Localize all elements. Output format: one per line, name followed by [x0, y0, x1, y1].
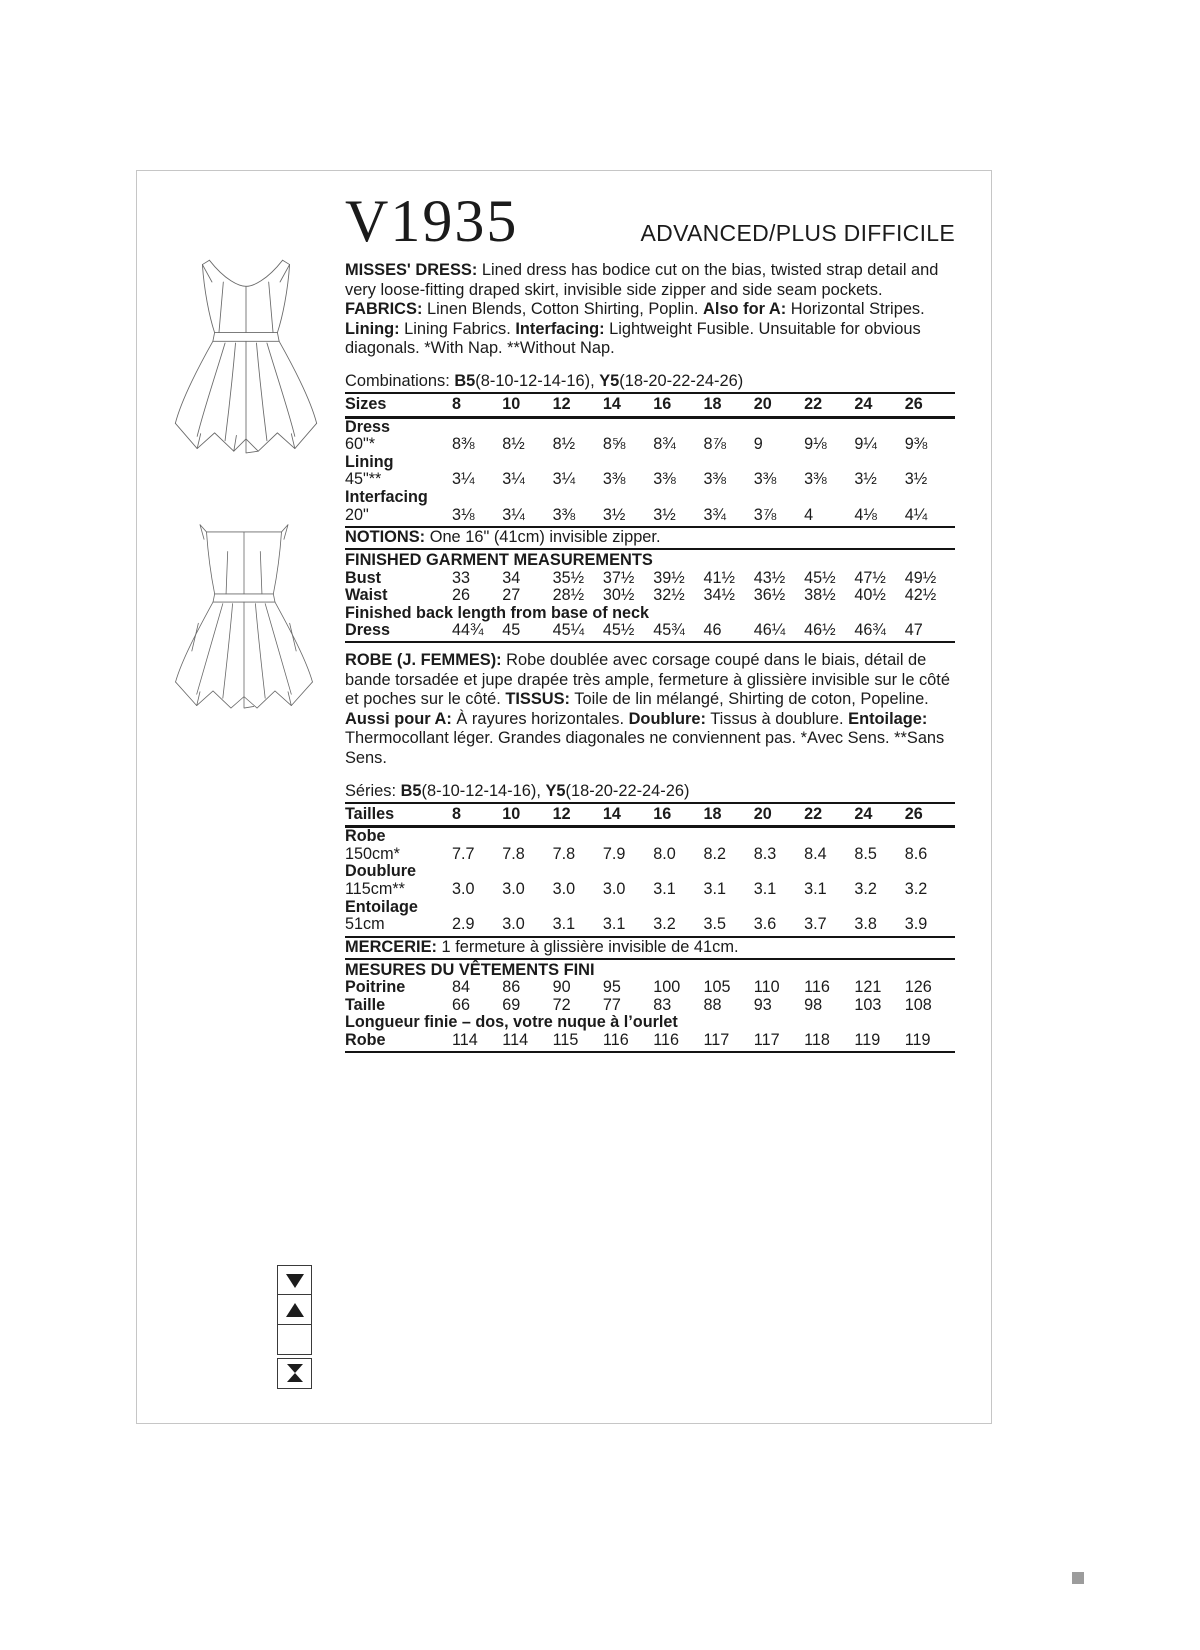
table-cell: 90 — [552, 978, 571, 997]
notions-text: One 16" (41cm) invisible zipper. — [425, 528, 661, 547]
poitrine-label: Poitrine — [345, 978, 406, 997]
dress-back-drawing-svg — [169, 511, 319, 729]
group-label-dress: Dress — [345, 417, 390, 436]
tailles-header-label: Tailles — [345, 804, 395, 823]
yardage-row-dress — [345, 436, 955, 454]
table-cell: 18 — [703, 804, 722, 823]
table-cell: 3¼ — [502, 470, 525, 489]
hourglass-icon — [284, 1363, 306, 1383]
table-cell: 42½ — [904, 586, 937, 605]
table-cell: 7.8 — [502, 844, 525, 863]
table-cells — [452, 471, 955, 489]
table-cell: 114 — [452, 1031, 478, 1049]
measurement-row-taille — [345, 997, 955, 1015]
triangle-down-symbol — [277, 1265, 312, 1296]
width-label-lining: 45"** — [345, 470, 382, 489]
combinations-line-en — [345, 372, 955, 394]
table-cell: 116 — [653, 1031, 679, 1049]
group-row-lining — [345, 454, 955, 472]
table-cell: 39½ — [653, 568, 685, 587]
table-cell: 115 — [552, 1031, 579, 1049]
table-cell: 47½ — [854, 568, 886, 587]
notions-band — [345, 526, 955, 550]
table-cells — [452, 570, 955, 588]
yardage-row-entoilage — [345, 916, 955, 934]
dress-front-illustration — [171, 241, 321, 478]
table-cell: 108 — [904, 995, 932, 1014]
mesures-heading: MESURES DU VÊTEMENTS FINI — [345, 960, 595, 979]
table-cells — [452, 436, 955, 454]
desc-fr-aussipoura-label: Aussi pour A: — [345, 709, 452, 728]
table-cell: 46¾ — [854, 621, 886, 640]
table-cell: 8.6 — [904, 844, 928, 863]
table-cell: 37½ — [602, 568, 635, 587]
measurement-row-robe-length — [345, 1032, 955, 1053]
series-line-fr — [345, 782, 955, 804]
table-cell: 8 — [452, 394, 462, 413]
table-cell: 77 — [602, 995, 621, 1014]
table-cell: 3⅜ — [804, 470, 827, 489]
table-cell: 4⅛ — [854, 505, 877, 524]
table-cell: 8.2 — [703, 844, 726, 863]
series-b5: B5 — [400, 781, 422, 800]
combo-y5-sizes: (18-20-22-24-26) — [619, 371, 744, 390]
text-column — [345, 189, 955, 1053]
table-cell: 18 — [703, 394, 722, 413]
table-cell: 117 — [703, 1031, 730, 1049]
table-cell: 95 — [602, 978, 621, 997]
table-cell: 3.9 — [904, 915, 928, 934]
table-cell: 46 — [703, 621, 722, 640]
table-cell: 10 — [502, 394, 521, 413]
table-cell: 8.5 — [854, 844, 877, 863]
desc-en-alsofora-label: Also for A: — [703, 300, 787, 319]
dress-back-illustration — [169, 511, 319, 734]
desc-fr-tissus-label: TISSUS: — [505, 690, 571, 709]
group-label-doublure: Doublure — [345, 862, 417, 881]
table-cells — [452, 1032, 955, 1050]
table-cell: 45¾ — [653, 621, 685, 640]
table-cell: 84 — [452, 978, 471, 997]
table-cell: 9 — [753, 435, 763, 454]
bust-label: Bust — [345, 568, 381, 587]
mercerie-text: 1 fermeture à glissière invisible de 41cm. — [436, 937, 739, 956]
table-cell: 3.2 — [904, 879, 928, 898]
table-cell: 7.9 — [602, 844, 626, 863]
group-label-interfacing: Interfacing — [345, 487, 428, 506]
table-cell: 9⅜ — [904, 435, 928, 454]
table-cell: 8½ — [552, 435, 576, 454]
table-cell: 98 — [804, 995, 823, 1014]
group-label-lining: Lining — [345, 452, 394, 471]
mercerie-label: MERCERIE: — [345, 937, 437, 956]
desc-en-text-1: Lined dress has bodice cut on the bias, twisted strap detail and very loose-fitting draped skirt, invisible side zipper and side seam pockets. — [345, 261, 939, 299]
table-cell: 46¼ — [753, 621, 786, 640]
table-cell: 8½ — [502, 435, 525, 454]
table-cell: 7.7 — [452, 844, 475, 863]
table-cell: 119 — [904, 1031, 931, 1049]
table-cell: 22 — [804, 394, 823, 413]
table-cell: 16 — [653, 804, 672, 823]
table-cell: 3.0 — [502, 915, 525, 934]
table-cell: 66 — [452, 995, 471, 1014]
table-cell: 3.1 — [552, 915, 576, 934]
table-cell: 45½ — [602, 621, 635, 640]
table-cell: 8.4 — [804, 844, 827, 863]
yardage-row-doublure — [345, 881, 955, 899]
table-cell: 3.2 — [854, 879, 877, 898]
description-french — [345, 651, 955, 769]
table-cells — [452, 622, 955, 640]
description-english — [345, 261, 955, 359]
table-cell: 12 — [552, 394, 571, 413]
table-cell: 20 — [753, 804, 772, 823]
table-cells — [452, 806, 955, 824]
table-cell: 41½ — [703, 568, 735, 587]
back-length-heading: Finished back length from base of neck — [345, 603, 650, 622]
table-cell: 30½ — [602, 586, 635, 605]
group-row-doublure — [345, 863, 955, 881]
desc-fr-garment-label: ROBE (J. FEMMES): — [345, 651, 502, 669]
table-cell: 3.0 — [552, 879, 576, 898]
desc-en-text-4: Lining Fabrics. — [399, 319, 516, 338]
notions-label: NOTIONS: — [345, 528, 426, 547]
table-cell: 3⅞ — [753, 505, 777, 524]
longueur-heading: Longueur finie – dos, votre nuque à l’ourlet — [345, 1013, 678, 1032]
sizes-header-label: Sizes — [345, 394, 387, 413]
dress-length-label: Dress — [345, 621, 390, 640]
difficulty-label: ADVANCED/PLUS DIFFICILE — [640, 220, 955, 246]
mercerie-band — [345, 936, 955, 960]
dress-front-drawing-svg — [171, 241, 321, 473]
table-cells — [452, 587, 955, 605]
yardage-row-lining — [345, 471, 955, 489]
desc-en-lining-label: Lining: — [345, 319, 400, 338]
group-row-robe — [345, 828, 955, 846]
table-cell: 3⅜ — [753, 470, 777, 489]
table-cells — [452, 979, 955, 997]
table-cell: 3.5 — [703, 915, 726, 934]
table-cell: 26 — [452, 586, 471, 605]
table-cell: 9¼ — [854, 435, 877, 454]
table-cell: 83 — [653, 995, 672, 1014]
table-cells — [452, 507, 955, 525]
measurement-row-dress-length — [345, 622, 955, 643]
table-cell: 14 — [602, 394, 621, 413]
group-row-entoilage — [345, 899, 955, 917]
table-cell: 47 — [904, 621, 923, 640]
table-cell: 8.0 — [653, 844, 676, 863]
table-cell: 93 — [753, 995, 772, 1014]
table-cell: 3.6 — [753, 915, 777, 934]
cutting-layout-symbols — [277, 1265, 313, 1389]
table-cell: 14 — [602, 804, 621, 823]
table-cell: 116 — [602, 1031, 629, 1049]
table-cell: 3.1 — [753, 879, 777, 898]
group-row-dress — [345, 419, 955, 437]
combo-y5: Y5 — [599, 371, 620, 390]
table-cell: 3⅜ — [602, 470, 626, 489]
table-cell: 8⅝ — [602, 435, 626, 454]
table-cell: 3½ — [653, 505, 676, 524]
table-cell: 3¼ — [502, 505, 525, 524]
desc-en-garment-label: MISSES' DRESS: — [345, 261, 478, 279]
table-cell: 3¾ — [703, 505, 726, 524]
table-cell: 105 — [703, 978, 731, 997]
desc-en-fabrics-label: FABRICS: — [345, 300, 423, 319]
desc-fr-text-4: Tissus à doublure. — [706, 709, 849, 728]
desc-fr-entoilage-label: Entoilage: — [848, 709, 928, 728]
width-label-entoilage: 51cm — [345, 915, 385, 934]
table-cell: 126 — [904, 978, 932, 997]
taille-label: Taille — [345, 995, 386, 1014]
table-cell: 35½ — [552, 568, 585, 587]
table-cell: 3.0 — [452, 879, 475, 898]
table-cell: 88 — [703, 995, 722, 1014]
table-cell: 38½ — [804, 586, 836, 605]
table-cell: 69 — [502, 995, 521, 1014]
combinations-prefix: Combinations: — [345, 371, 455, 390]
table-cell: 119 — [854, 1031, 881, 1049]
series-y5-sizes: (18-20-22-24-26) — [565, 781, 690, 800]
table-cell: 3¼ — [452, 470, 475, 489]
table-cell: 40½ — [854, 586, 886, 605]
waist-label: Waist — [345, 586, 388, 605]
table-cell: 2.9 — [452, 915, 475, 934]
table-cell: 3.2 — [653, 915, 676, 934]
table-cell: 121 — [854, 978, 882, 997]
table-cell: 27 — [502, 586, 521, 605]
table-cell: 103 — [854, 995, 882, 1014]
desc-en-interfacing-label: Interfacing: — [515, 319, 605, 338]
table-cell: 45½ — [804, 568, 836, 587]
desc-fr-doublure-label: Doublure: — [628, 709, 706, 728]
combo-b5-sizes: (8-10-12-14-16), — [475, 371, 600, 390]
table-cell: 12 — [552, 804, 571, 823]
table-cell: 43½ — [753, 568, 786, 587]
table-cell: 110 — [753, 978, 780, 997]
table-cell: 3.1 — [602, 915, 626, 934]
table-cell: 16 — [653, 394, 672, 413]
size-header-row-fr — [345, 804, 955, 829]
table-cell: 49½ — [904, 568, 937, 587]
robe-length-label: Robe — [345, 1031, 386, 1049]
table-cell: 3.0 — [602, 879, 626, 898]
triangle-down-icon — [284, 1272, 306, 1290]
table-cell: 44¾ — [452, 621, 484, 640]
table-cell: 28½ — [552, 586, 585, 605]
measurement-row-bust — [345, 570, 955, 588]
table-cells — [452, 846, 955, 864]
title-row — [345, 189, 955, 253]
table-cell: 118 — [804, 1031, 830, 1049]
hourglass-symbol — [277, 1358, 312, 1389]
yardage-row-robe — [345, 846, 955, 864]
table-cell: 3.0 — [502, 879, 525, 898]
scan-corner-artifact — [1072, 1572, 1084, 1584]
table-cell: 45¼ — [552, 621, 585, 640]
desc-fr-text-2: Toile de lin mélangé, Shirting de coton, Popeline. — [570, 690, 929, 709]
table-cell: 10 — [502, 804, 521, 823]
measurement-row-waist — [345, 587, 955, 605]
table-cell: 20 — [753, 394, 772, 413]
empty-symbol — [277, 1324, 312, 1355]
table-cell: 8¾ — [653, 435, 676, 454]
group-label-entoilage: Entoilage — [345, 897, 418, 916]
table-cell: 9⅛ — [804, 435, 827, 454]
table-cell: 26 — [904, 394, 923, 413]
table-cell: 86 — [502, 978, 521, 997]
table-cell: 36½ — [753, 586, 786, 605]
table-cell: 100 — [653, 978, 681, 997]
desc-fr-text-5: Thermocollant léger. Grandes diagonales ne conviennent pas. *Avec Sens. **Sans Sens. — [345, 729, 945, 767]
series-y5: Y5 — [545, 781, 566, 800]
width-label-interfacing: 20" — [345, 505, 369, 524]
table-cell: 4¼ — [904, 505, 928, 524]
size-header-row-en — [345, 394, 955, 419]
width-label-dress: 60"* — [345, 435, 376, 454]
table-cell: 3⅜ — [552, 505, 576, 524]
table-cells — [452, 396, 955, 414]
group-row-interfacing — [345, 489, 955, 507]
table-cell: 34½ — [703, 586, 735, 605]
table-cell: 3.1 — [653, 879, 676, 898]
table-cells — [452, 997, 955, 1015]
triangle-up-symbol — [277, 1294, 312, 1325]
table-cell: 45 — [502, 621, 521, 640]
combo-b5: B5 — [454, 371, 476, 390]
group-label-robe: Robe — [345, 827, 386, 846]
series-b5-sizes: (8-10-12-14-16), — [421, 781, 546, 800]
table-cell: 3.1 — [703, 879, 726, 898]
table-cell: 7.8 — [552, 844, 576, 863]
table-cell: 3.8 — [854, 915, 877, 934]
table-cell: 114 — [502, 1031, 529, 1049]
desc-en-text-5: Lightweight Fusible. Unsuitable for obvious diagonals. *With Nap. **Without Nap. — [345, 319, 921, 358]
series-prefix: Séries: — [345, 781, 401, 800]
table-cells — [452, 916, 955, 934]
table-cell: 8⅞ — [703, 435, 726, 454]
desc-en-text-3: Horizontal Stripes. — [786, 300, 925, 319]
yardage-row-interfacing — [345, 507, 955, 525]
width-label-robe: 150cm* — [345, 844, 400, 863]
desc-fr-text-1: Robe doublée avec corsage coupé dans le biais, détail de bande torsadée et jupe drapée très ample, fermeture à glissière invisible sur le côté et poches sur le côté. — [345, 651, 950, 709]
table-cell: 33 — [452, 568, 471, 587]
table-cell: 8 — [452, 804, 462, 823]
table-cell: 26 — [904, 804, 923, 823]
table-cell: 24 — [854, 804, 873, 823]
table-cell: 3⅜ — [653, 470, 676, 489]
table-cell: 3½ — [602, 505, 626, 524]
desc-fr-text-3: À rayures horizontales. — [451, 709, 629, 728]
table-cell: 3½ — [854, 470, 877, 489]
table-cell: 3⅛ — [452, 505, 475, 524]
table-cell: 8⅜ — [452, 435, 475, 454]
table-cells — [452, 881, 955, 899]
table-cell: 32½ — [653, 586, 685, 605]
table-cell: 46½ — [804, 621, 836, 640]
width-label-doublure: 115cm** — [345, 879, 405, 898]
table-cell: 8.3 — [753, 844, 777, 863]
table-cell: 117 — [753, 1031, 780, 1049]
table-cell: 3.1 — [804, 879, 827, 898]
table-cell: 4 — [804, 505, 814, 524]
table-cell: 3⅜ — [703, 470, 726, 489]
pattern-number: V1935 — [345, 188, 519, 254]
finished-garment-measurements-heading: FINISHED GARMENT MEASUREMENTS — [345, 551, 653, 570]
table-cell: 3.7 — [804, 915, 827, 934]
measurement-row-poitrine — [345, 979, 955, 997]
table-cell: 3½ — [904, 470, 928, 489]
table-cell: 34 — [502, 568, 521, 587]
desc-en-text-2: Linen Blends, Cotton Shirting, Poplin. — [422, 300, 704, 319]
pattern-envelope-page — [136, 170, 992, 1424]
table-cell: 116 — [804, 978, 830, 997]
table-cell: 3¼ — [552, 470, 576, 489]
table-cell: 72 — [552, 995, 571, 1014]
table-cell: 24 — [854, 394, 873, 413]
triangle-up-icon — [284, 1301, 306, 1319]
table-cell: 22 — [804, 804, 823, 823]
